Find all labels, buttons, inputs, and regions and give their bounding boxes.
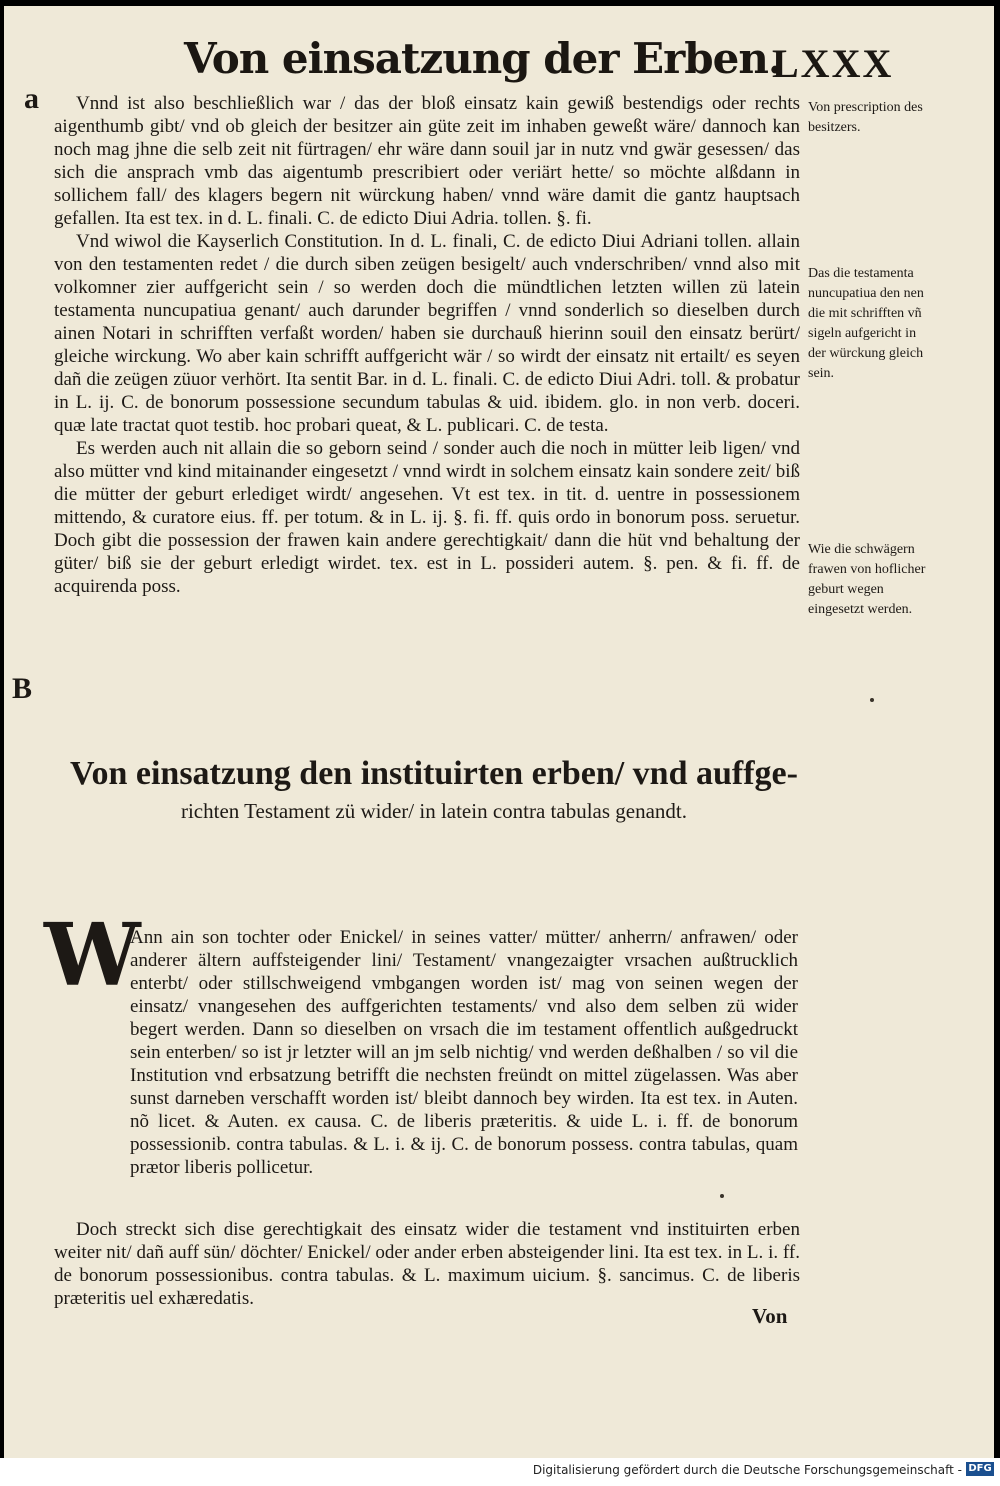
marginal-note: Das die testamenta nuncupatiua den nen die mit schrifften vñ sigeln aufgericht in der würckung gleich sein.: [808, 266, 924, 381]
ink-spot: [870, 698, 874, 702]
book-page: [4, 6, 994, 1458]
dfg-logo: DFG: [966, 1462, 994, 1476]
ink-spot: [720, 1194, 724, 1198]
body-text-top: [54, 92, 800, 598]
paragraph: Vnd wiwol die Kayserlich Constitution. In d. L. finali, C. de edicto Diui Adriani tollen. allain von den testamenten redet / die durch siben zeügen besigelt/ auch vnderschriben/ vnnd also mit volkomner zier auffgericht sein / so werden doch die mündtlichen letzten willen zü latein testamenta nuncupatiua genant/ auch darunder begriffen / vnnd sonderlich so dieselben durch ainen Notari in schrifften verfaßt worden/ haben sie durchauß hierinn souil den einsatz berürt/ gleiche wirckung. Wo aber kain schrifft auffgericht wär / so wirdt der einsatz nit ertailt/ es seyen dañ die zeügen züuor verhört. Ita sentit Bar. in d. L. finali. C. de edicto Diui Adri. toll. & probatur in L. ij. C. de bonorum possessione secundum tabulas & uid. ibidem. glo. in non verb. doceri. quæ late tractat quot testib. hoc probari queat, & L. publicari. C. de testa.: [54, 231, 800, 436]
running-title: Von einsatzung der Erben.: [184, 34, 782, 83]
marginal-note: Wie die schwägern frawen von hoflicher geburt wegen eingesetzt werden.: [808, 542, 926, 617]
paragraph: Vnnd ist also beschließlich war / das der bloß einsatz kain gewiß bestendigs oder rechts aigenthumb gibt/ vnd ob gleich der besitzer ain güte zeit im inhaben geweßt wäre/ dannoch kan noch mag jhne die selb zeit nit fürtragen/ ehr wäre dann souil jar in nutz vnd gwär gesessen/ das sich die ansprach vmb das aigentumb prescribiert oder veriärt hette/ so möchte alßdann in sollichem fall/ des klagers begern nit würckung haben/ vnnd wäre damit die gantz hauptsach gefallen. Ita est tex. in d. L. finali. C. de edicto Diui Adria. tollen. §. fi.: [54, 93, 800, 229]
catchword: Von: [752, 1304, 788, 1328]
margin-mark-a: a: [24, 82, 39, 115]
section-heading: [64, 752, 804, 826]
decorated-initial: W: [44, 905, 141, 1006]
paragraph: Es werden auch nit allain die so geborn seind / sonder auch die noch in mütter leib ligen/ vnd also mütter vnd kind mitainander eingesetzt / vnnd wirdt in solchem einsatz kain sondere zeit/ biß die mütter der geburt erlediget wirdt/ angesehen. Vt est tex. in tit. d. uentre in possessionem mittendo, & curatore eius. ff. per totum. & in L. ij. §. fi. ff. quis ordo in bonorum poss. seruetur. Doch gibt die possession der frawen kain andere gerechtigkait/ dann die hüt vnd behaltung der güter/ biß sie der geburt erledigt wirdet. tex. est in L. possideri autem. §. pen. & fi. ff. de acquirenda poss.: [54, 438, 800, 597]
margin-mark-b: B: [12, 672, 33, 705]
marginal-note: Von prescription des besitzers.: [808, 100, 923, 135]
body-text-bottom-first: [130, 926, 798, 1179]
body-text-bottom-second: [54, 1218, 800, 1310]
folio-number: LXXX: [772, 41, 894, 86]
section-heading-line: Von einsatzung den instituirten erben/ vnd auffge-: [70, 755, 798, 792]
footer-credit: Digitalisierung gefördert durch die Deutsche Forschungsgemeinschaft -: [532, 1463, 962, 1477]
paragraph: Doch streckt sich dise gerechtigkait des einsatz wider die testament vnd instituirten erben weiter nit/ dañ auff sün/ döchter/ Enickel/ oder ander erben absteigender lini. Ita est tex. in L. i. ff. de bonorum possessionibus. contra tabulas. & L. maximum uicium. §. sancimus. C. de liberis præteritis uel exhæredatis.: [54, 1219, 800, 1309]
paragraph: Ann ain son tochter oder Enickel/ in seines vatter/ mütter/ anherrn/ anfrawen/ oder anderer ältern auffsteigender lini/ Testament/ vnangezaigter vrsachen außtrucklich enterbt/ oder stillschweigend vmbgangen worden ist/ mag von seinen wegen der einsatz/ vnangesehen des auffgerichten testaments/ vnd also dem selben zü wider begert werden. Dann so dieselben on vrsach die im testament offentlich außgedruckt sein enterben/ so ist jr letzter will an jm selb nichtig/ vnd werden deßhalben / so vil die Institution vnd erbsatzung betrifft die nechsten freündt on mittel zügelassen. Was aber sunst darneben verschafft worden ist/ bleibt dannoch bey wirden. Ita est tex. in Auten. nõ licet. & Auten. ex causa. C. de liberis præteritis. & uide L. i. ff. de bonorum possessionib. contra tabulas. & L. i. & ij. C. de bonorum possess. contra tabulas, quam prætor liberis pollicetur.: [130, 927, 798, 1178]
section-heading-line: richten Testament zü wider/ in latein contra tabulas genandt.: [180, 799, 688, 823]
